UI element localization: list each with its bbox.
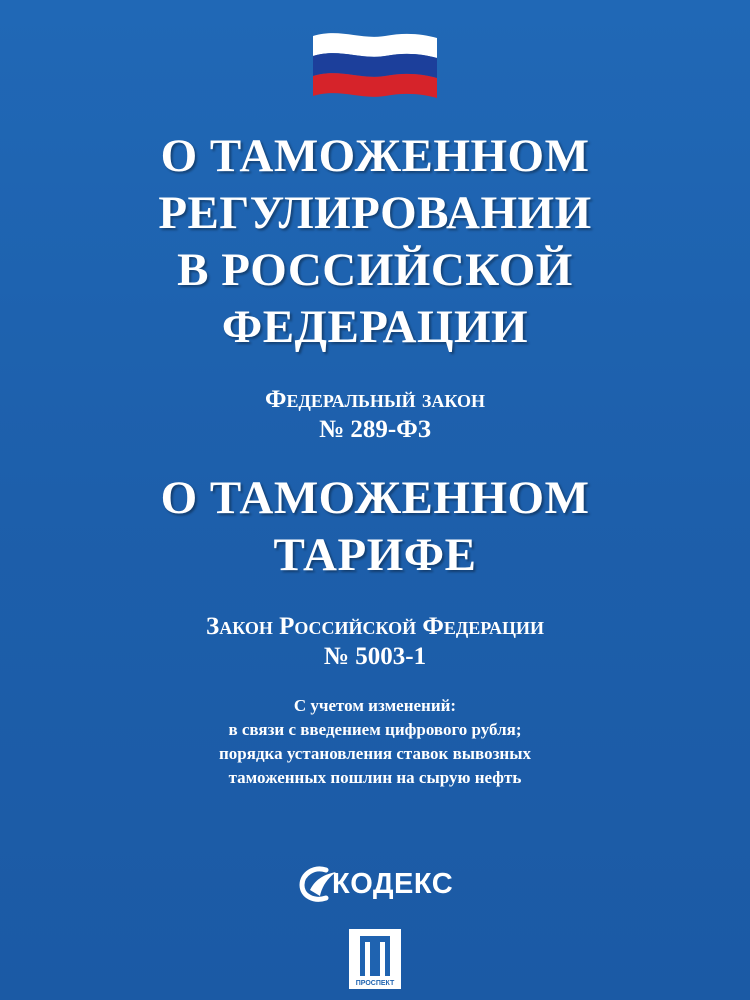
law-subtitle-2	[0, 612, 750, 672]
second-title-line: О ТАМОЖЕННОМ	[160, 472, 590, 524]
note-line: С учетом изменений:	[293, 696, 457, 715]
law-number: № 5003-1	[323, 643, 427, 670]
law-type: Закон Российской Федерации	[206, 613, 544, 640]
main-title-line: О ТАМОЖЕННОМ	[160, 130, 590, 182]
note-line: таможенных пошлин на сырую нефть	[228, 768, 522, 787]
note-line: в связи с введением цифрового рубля;	[228, 720, 522, 739]
main-title-line: ФЕДЕРАЦИИ	[221, 301, 529, 353]
amendment-notes	[0, 694, 750, 790]
publisher-name: ПРОСПЕКТ	[355, 980, 395, 987]
russian-flag-icon	[305, 30, 445, 102]
main-title-line: РЕГУЛИРОВАНИИ	[158, 187, 592, 239]
main-title	[0, 128, 750, 356]
main-title-line: В РОССИЙСКОЙ	[177, 244, 573, 296]
prospekt-publisher-logo	[348, 928, 402, 990]
second-title-line: ТАРИФЕ	[273, 529, 477, 581]
law-number: № 289-ФЗ	[319, 416, 431, 443]
kodeks-logo	[296, 862, 453, 906]
law-subtitle-1	[0, 385, 750, 445]
law-type: Федеральный закон	[265, 386, 485, 413]
second-title	[0, 470, 750, 584]
note-line: порядка установления ставок вывозных	[219, 744, 531, 763]
kodeks-logo-text: КОДЕКС	[332, 867, 454, 900]
